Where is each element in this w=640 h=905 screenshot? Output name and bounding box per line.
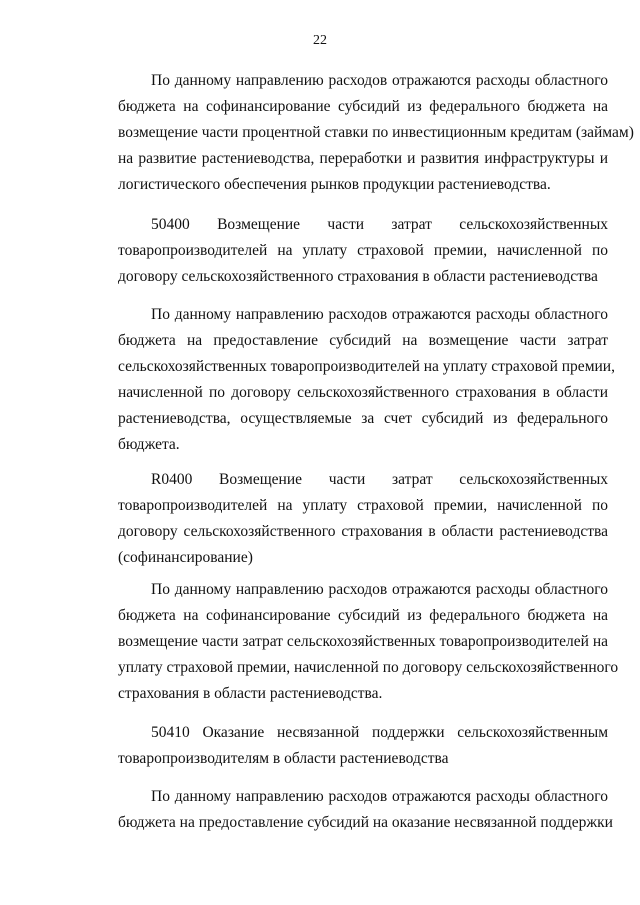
text-line: R0400 Возмещение части затрат сельскохозяйственных [151, 471, 608, 488]
text-line: логистического обеспечения рынков продукции растениеводства. [118, 176, 551, 193]
text-line: товаропроизводителям в области растениеводства [118, 750, 449, 767]
text-line: (софинансирование) [118, 549, 253, 566]
text-line: По данному направлению расходов отражаются расходы областного [151, 306, 608, 323]
text-line: По данному направлению расходов отражаются расходы областного [151, 581, 608, 598]
text-line: на развитие растениеводства, переработки и развития инфраструктуры и [118, 150, 608, 167]
text-line: договору сельскохозяйственного страхования в области растениеводства [118, 268, 598, 285]
text-line: возмещение части процентной ставки по инвестиционным кредитам (займам) [118, 124, 634, 141]
paragraph-description [118, 577, 619, 707]
paragraph-description [118, 68, 634, 198]
text-line: бюджета на софинансирование субсидий из федерального бюджета на [118, 607, 608, 624]
text-line: растениеводства, осуществляемые за счет субсидий из федерального [118, 410, 608, 427]
text-line: сельскохозяйственных товаропроизводителей на уплату страховой премии, [118, 358, 615, 375]
paragraph-description [118, 302, 615, 458]
text-line: товаропроизводителей на уплату страховой премии, начисленной по [118, 242, 608, 259]
text-line: договору сельскохозяйственного страхования в области растениеводства [118, 523, 608, 540]
text-line: По данному направлению расходов отражаются расходы областного [151, 788, 608, 805]
paragraph-heading-50400 [118, 212, 608, 290]
text-line: бюджета на предоставление субсидий на возмещение части затрат [118, 332, 608, 349]
text-line: 50410 Оказание несвязанной поддержки сельскохозяйственным [151, 724, 608, 741]
text-line: По данному направлению расходов отражаются расходы областного [151, 72, 608, 89]
paragraph-heading-r0400 [118, 467, 608, 571]
text-line: 50400 Возмещение части затрат сельскохозяйственных [151, 216, 608, 233]
paragraph-heading-50410 [118, 720, 608, 772]
paragraph-description [118, 784, 613, 836]
text-line: бюджета на предоставление субсидий на оказание несвязанной поддержки [118, 814, 613, 831]
text-line: уплату страховой премии, начисленной по договору сельскохозяйственного [118, 659, 619, 676]
page-number: 22 [313, 33, 327, 48]
text-line: бюджета на софинансирование субсидий из федерального бюджета на [118, 98, 608, 115]
text-line: возмещение части затрат сельскохозяйственных товаропроизводителей на [118, 633, 608, 650]
text-line: товаропроизводителей на уплату страховой премии, начисленной по [118, 497, 608, 514]
text-line: начисленной по договору сельскохозяйственного страхования в области [118, 384, 608, 401]
text-line: бюджета. [118, 436, 180, 453]
text-line: страхования в области растениеводства. [118, 685, 383, 702]
